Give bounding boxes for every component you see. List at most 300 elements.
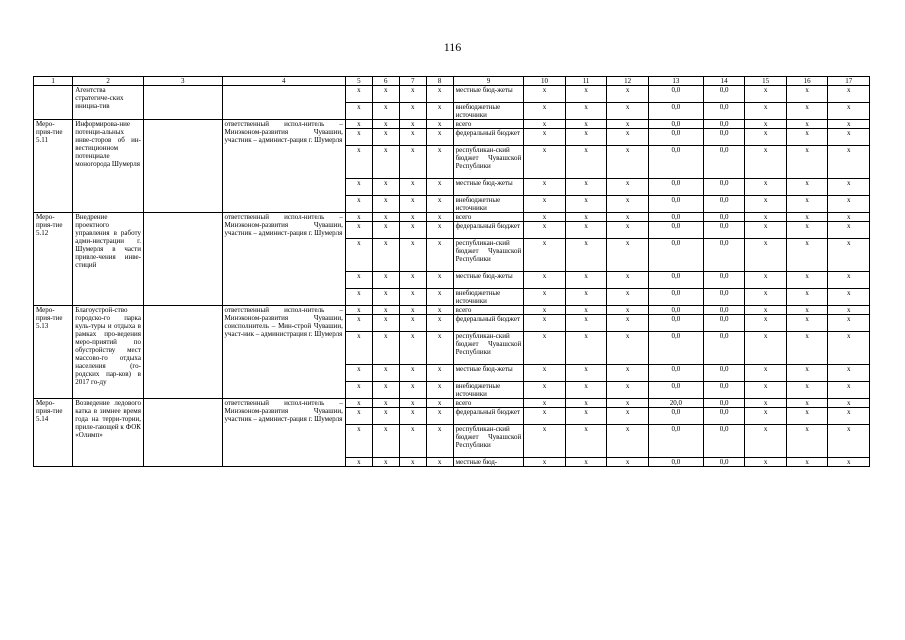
value-cell: х (524, 332, 566, 365)
value-cell: х (828, 120, 870, 129)
value-cell: х (399, 222, 426, 239)
value-cell: х (345, 289, 372, 306)
value-cell: х (345, 146, 372, 179)
value-cell: 0,0 (703, 306, 745, 315)
value-cell: 0,0 (703, 399, 745, 408)
measure-label: Меро-прия-тие 5.12 (34, 213, 73, 306)
page-number: 116 (443, 40, 462, 54)
value-cell: 0,0 (703, 146, 745, 179)
value-cell: х (345, 129, 372, 146)
value-cell: х (786, 382, 828, 399)
column-number: 10 (524, 77, 566, 86)
value-cell: х (828, 382, 870, 399)
funding-source: внебюджетные источники (453, 196, 524, 213)
value-cell: х (372, 196, 399, 213)
value-cell: х (524, 272, 566, 289)
value-cell: х (426, 86, 453, 103)
value-cell: х (345, 382, 372, 399)
value-cell: х (828, 365, 870, 382)
value-cell: х (345, 458, 372, 467)
value-cell: х (607, 315, 649, 332)
value-cell: х (399, 408, 426, 425)
value-cell: 0,0 (703, 86, 745, 103)
value-cell: х (345, 408, 372, 425)
value-cell: х (524, 222, 566, 239)
value-cell: х (745, 289, 787, 306)
value-cell: х (524, 239, 566, 272)
value-cell: х (345, 196, 372, 213)
value-cell: х (607, 213, 649, 222)
value-cell: х (524, 213, 566, 222)
value-cell: х (345, 365, 372, 382)
measure-name: Благоустрой-ство городско-го парка куль-туры и отдыха в рамках про-ведения меро-приятий по обустройству мест массово-го отдыха населения (го-родских пар-ков) в 2017 го-ду (73, 306, 144, 399)
measure-label: Меро-прия-тие 5.11 (34, 120, 73, 213)
value-cell: х (565, 103, 607, 120)
value-cell: х (524, 103, 566, 120)
value-cell: х (372, 399, 399, 408)
value-cell: х (372, 129, 399, 146)
funding-source: всего (453, 213, 524, 222)
value-cell: х (426, 120, 453, 129)
value-cell: 0,0 (703, 332, 745, 365)
value-cell: х (828, 103, 870, 120)
value-cell: х (828, 146, 870, 179)
value-cell: х (345, 332, 372, 365)
value-cell: 0,0 (703, 272, 745, 289)
value-cell: х (828, 196, 870, 213)
value-cell: х (828, 179, 870, 196)
value-cell: 0,0 (703, 103, 745, 120)
value-cell: х (565, 239, 607, 272)
value-cell: х (607, 382, 649, 399)
value-cell: х (399, 179, 426, 196)
value-cell: х (399, 86, 426, 103)
value-cell: х (345, 120, 372, 129)
value-cell: х (399, 425, 426, 458)
value-cell: х (745, 408, 787, 425)
column-number: 15 (745, 77, 787, 86)
value-cell: х (565, 425, 607, 458)
value-cell: х (745, 129, 787, 146)
value-cell: 0,0 (648, 129, 703, 146)
measure-name: Внедрение проектного управления в работу адми-нистрации г. Шумерля в части привле-чения инве-стиций (73, 213, 144, 306)
value-cell: х (786, 289, 828, 306)
value-cell: х (828, 239, 870, 272)
value-cell: 0,0 (648, 289, 703, 306)
funding-source: внебюджетные источники (453, 103, 524, 120)
value-cell: х (426, 408, 453, 425)
value-cell: х (607, 458, 649, 467)
value-cell: х (372, 458, 399, 467)
value-cell: 0,0 (648, 272, 703, 289)
value-cell: х (524, 120, 566, 129)
value-cell: х (828, 306, 870, 315)
value-cell: 0,0 (648, 120, 703, 129)
measure-name: Агентства стратегиче-ских инициа-тив (73, 86, 144, 120)
value-cell: х (786, 103, 828, 120)
value-cell: х (524, 425, 566, 458)
column-number: 11 (565, 77, 607, 86)
value-cell: х (828, 129, 870, 146)
value-cell: х (399, 458, 426, 467)
column-number: 1 (34, 77, 73, 86)
value-cell: х (345, 425, 372, 458)
value-cell: х (565, 86, 607, 103)
funding-source: местные бюд-жеты (453, 179, 524, 196)
value-cell: х (565, 399, 607, 408)
value-cell: х (399, 146, 426, 179)
value-cell: х (565, 306, 607, 315)
value-cell: 0,0 (703, 408, 745, 425)
measure-label: Меро-прия-тие 5.13 (34, 306, 73, 399)
value-cell: х (426, 315, 453, 332)
table-row (34, 86, 870, 103)
value-cell: х (372, 146, 399, 179)
value-cell: х (745, 239, 787, 272)
value-cell: х (828, 289, 870, 306)
value-cell: 0,0 (648, 408, 703, 425)
value-cell: х (426, 399, 453, 408)
value-cell: х (372, 289, 399, 306)
value-cell: х (345, 315, 372, 332)
value-cell: 0,0 (703, 222, 745, 239)
value-cell: х (565, 179, 607, 196)
value-cell: х (345, 86, 372, 103)
column-number: 5 (345, 77, 372, 86)
value-cell: х (372, 120, 399, 129)
value-cell: х (786, 315, 828, 332)
value-cell: х (345, 103, 372, 120)
value-cell: х (426, 425, 453, 458)
value-cell: х (828, 425, 870, 458)
value-cell: х (745, 425, 787, 458)
value-cell: х (745, 399, 787, 408)
value-cell: х (607, 425, 649, 458)
value-cell: х (372, 408, 399, 425)
value-cell: х (786, 146, 828, 179)
executor: ответственный испол-нитель – Минэконом-развития Чувашии, участник – админист-рация г. Шумерля (222, 213, 345, 306)
value-cell: х (426, 272, 453, 289)
value-cell: х (372, 425, 399, 458)
value-cell: х (828, 222, 870, 239)
value-cell: х (786, 399, 828, 408)
column-number: 8 (426, 77, 453, 86)
value-cell: х (745, 222, 787, 239)
value-cell: х (399, 399, 426, 408)
value-cell: 0,0 (648, 332, 703, 365)
value-cell: х (399, 129, 426, 146)
value-cell: х (372, 222, 399, 239)
value-cell: х (786, 306, 828, 315)
value-cell: х (786, 179, 828, 196)
column-number: 12 (607, 77, 649, 86)
column-number: 4 (222, 77, 345, 86)
empty-cell (143, 86, 222, 120)
funding-source: федеральный бюджет (453, 129, 524, 146)
funding-source: внебюджетные источники (453, 382, 524, 399)
value-cell: х (786, 120, 828, 129)
value-cell: х (607, 332, 649, 365)
value-cell: 0,0 (648, 146, 703, 179)
value-cell: х (786, 239, 828, 272)
value-cell: х (745, 86, 787, 103)
value-cell: х (345, 272, 372, 289)
value-cell: х (372, 213, 399, 222)
value-cell: х (607, 129, 649, 146)
value-cell: 20,0 (648, 399, 703, 408)
value-cell: х (607, 120, 649, 129)
column-number: 7 (399, 77, 426, 86)
funding-source: местные бюд-жеты (453, 86, 524, 103)
value-cell: х (524, 196, 566, 213)
value-cell: 0,0 (703, 179, 745, 196)
value-cell: 0,0 (648, 103, 703, 120)
value-cell: х (399, 213, 426, 222)
value-cell: х (426, 222, 453, 239)
value-cell: х (399, 289, 426, 306)
executor: ответственный испол-нитель – Минэконом-развития Чувашии, участник – админист-рация г. Шумерля (222, 120, 345, 213)
column-number: 6 (372, 77, 399, 86)
value-cell: х (426, 146, 453, 179)
value-cell: 0,0 (648, 196, 703, 213)
value-cell: х (745, 179, 787, 196)
value-cell: х (372, 382, 399, 399)
value-cell: 0,0 (648, 315, 703, 332)
value-cell: х (565, 222, 607, 239)
executor-cell (222, 86, 345, 120)
value-cell: х (607, 103, 649, 120)
value-cell: 0,0 (703, 382, 745, 399)
value-cell: х (524, 408, 566, 425)
column-number: 17 (828, 77, 870, 86)
value-cell: х (786, 196, 828, 213)
column-number: 14 (703, 77, 745, 86)
value-cell: х (524, 86, 566, 103)
value-cell: х (399, 239, 426, 272)
funding-source: федеральный бюджет (453, 315, 524, 332)
value-cell: х (524, 365, 566, 382)
measure-name: Возведение ледового катка в зимнее время года на терри-тории, приле-гающей к ФОК «Олимп» (73, 399, 144, 467)
budget-table (33, 76, 870, 467)
value-cell: х (426, 129, 453, 146)
value-cell: х (426, 458, 453, 467)
funding-source: местные бюд- (453, 458, 524, 467)
value-cell: х (426, 239, 453, 272)
measure-label-cell (34, 86, 73, 120)
funding-source: федеральный бюджет (453, 408, 524, 425)
value-cell: х (607, 222, 649, 239)
value-cell: х (607, 146, 649, 179)
value-cell: х (607, 399, 649, 408)
value-cell: х (607, 179, 649, 196)
value-cell: х (745, 103, 787, 120)
value-cell: х (565, 365, 607, 382)
table-row (34, 306, 870, 315)
measure-label: Меро-прия-тие 5.14 (34, 399, 73, 467)
value-cell: х (345, 399, 372, 408)
table-row (34, 399, 870, 408)
value-cell: 0,0 (703, 289, 745, 306)
value-cell: х (745, 382, 787, 399)
value-cell: х (399, 120, 426, 129)
value-cell: х (426, 382, 453, 399)
value-cell: х (828, 408, 870, 425)
value-cell: х (372, 239, 399, 272)
value-cell: х (745, 306, 787, 315)
value-cell: х (372, 179, 399, 196)
value-cell: х (745, 213, 787, 222)
value-cell: 0,0 (648, 86, 703, 103)
value-cell: х (828, 213, 870, 222)
value-cell: х (828, 272, 870, 289)
value-cell: х (372, 86, 399, 103)
value-cell: х (745, 365, 787, 382)
value-cell: 0,0 (703, 213, 745, 222)
value-cell: х (607, 239, 649, 272)
value-cell: х (426, 213, 453, 222)
value-cell: 0,0 (703, 315, 745, 332)
value-cell: 0,0 (648, 458, 703, 467)
funding-source: республикан-ский бюджет Чувашской Республики (453, 425, 524, 458)
value-cell: х (607, 196, 649, 213)
value-cell: х (399, 315, 426, 332)
funding-source: республикан-ский бюджет Чувашской Республики (453, 146, 524, 179)
value-cell: 0,0 (703, 196, 745, 213)
column-number: 2 (73, 77, 144, 86)
column-number: 3 (143, 77, 222, 86)
value-cell: х (786, 86, 828, 103)
value-cell: х (399, 365, 426, 382)
value-cell: х (565, 332, 607, 365)
value-cell: х (372, 272, 399, 289)
value-cell: х (345, 239, 372, 272)
value-cell: х (399, 272, 426, 289)
value-cell: 0,0 (703, 458, 745, 467)
value-cell: х (426, 289, 453, 306)
funding-source: местные бюд-жеты (453, 272, 524, 289)
funding-source: республикан-ский бюджет Чувашской Республики (453, 239, 524, 272)
value-cell: х (524, 129, 566, 146)
value-cell: х (372, 332, 399, 365)
value-cell: 0,0 (703, 365, 745, 382)
value-cell: 0,0 (703, 239, 745, 272)
empty-cell (143, 306, 222, 399)
value-cell: 0,0 (648, 382, 703, 399)
value-cell: х (786, 222, 828, 239)
value-cell: х (828, 458, 870, 467)
value-cell: х (372, 315, 399, 332)
value-cell: х (565, 196, 607, 213)
funding-source: всего (453, 306, 524, 315)
value-cell: х (745, 458, 787, 467)
value-cell: х (426, 179, 453, 196)
value-cell: х (745, 120, 787, 129)
value-cell: х (786, 458, 828, 467)
value-cell: х (524, 146, 566, 179)
table-row (34, 120, 870, 129)
value-cell: х (565, 120, 607, 129)
value-cell: х (524, 382, 566, 399)
value-cell: х (524, 306, 566, 315)
value-cell: х (607, 408, 649, 425)
value-cell: х (524, 179, 566, 196)
funding-source: местные бюд-жеты (453, 365, 524, 382)
value-cell: х (607, 306, 649, 315)
header-row (34, 77, 870, 86)
value-cell: х (426, 196, 453, 213)
value-cell: 0,0 (648, 306, 703, 315)
value-cell: х (565, 213, 607, 222)
table-row (34, 213, 870, 222)
value-cell: х (786, 129, 828, 146)
value-cell: 0,0 (648, 365, 703, 382)
value-cell: х (828, 86, 870, 103)
value-cell: х (345, 222, 372, 239)
empty-cell (143, 120, 222, 213)
value-cell: х (426, 103, 453, 120)
funding-source: внебюджетные источники (453, 289, 524, 306)
value-cell: х (607, 289, 649, 306)
value-cell: 0,0 (703, 129, 745, 146)
column-number: 16 (786, 77, 828, 86)
value-cell: х (565, 408, 607, 425)
value-cell: х (565, 129, 607, 146)
value-cell: 0,0 (648, 239, 703, 272)
empty-cell (143, 399, 222, 467)
value-cell: х (524, 315, 566, 332)
value-cell: х (786, 408, 828, 425)
value-cell: х (372, 365, 399, 382)
value-cell: х (565, 146, 607, 179)
funding-source: всего (453, 399, 524, 408)
value-cell: 0,0 (648, 222, 703, 239)
value-cell: х (745, 146, 787, 179)
value-cell: 0,0 (703, 120, 745, 129)
value-cell: 0,0 (648, 425, 703, 458)
value-cell: х (372, 103, 399, 120)
empty-cell (143, 213, 222, 306)
value-cell: х (399, 332, 426, 365)
value-cell: х (607, 86, 649, 103)
value-cell: х (426, 306, 453, 315)
value-cell: х (524, 399, 566, 408)
value-cell: х (399, 103, 426, 120)
value-cell: х (745, 332, 787, 365)
executor: ответственный испол-нитель – Минэконом-развития Чувашии, соисполнитель – Мин-строй Чувашии, участ-ник – администрация г. Шумерля (222, 306, 345, 399)
value-cell: х (828, 332, 870, 365)
value-cell: х (607, 272, 649, 289)
funding-source: федеральный бюджет (453, 222, 524, 239)
value-cell: х (372, 306, 399, 315)
value-cell: х (786, 272, 828, 289)
value-cell: х (399, 306, 426, 315)
value-cell: 0,0 (648, 213, 703, 222)
column-number: 13 (648, 77, 703, 86)
value-cell: х (786, 332, 828, 365)
value-cell: х (828, 315, 870, 332)
value-cell: х (426, 332, 453, 365)
value-cell: х (565, 272, 607, 289)
value-cell: х (786, 365, 828, 382)
value-cell: х (345, 213, 372, 222)
value-cell: х (426, 365, 453, 382)
value-cell: х (524, 289, 566, 306)
funding-source: республикан-ский бюджет Чувашской Республики (453, 332, 524, 365)
column-number: 9 (453, 77, 524, 86)
value-cell: х (345, 306, 372, 315)
value-cell: 0,0 (648, 179, 703, 196)
value-cell: х (524, 458, 566, 467)
